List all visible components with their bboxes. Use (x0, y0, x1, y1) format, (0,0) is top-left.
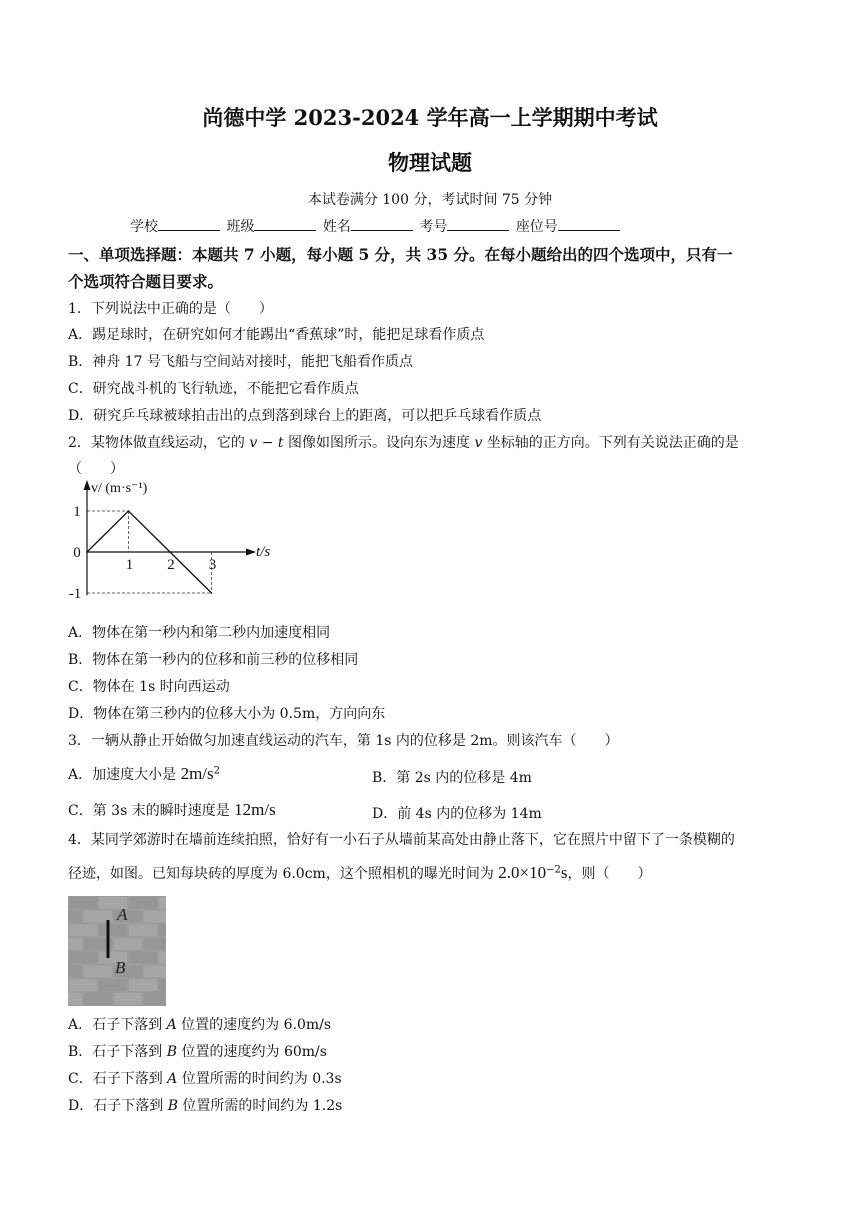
y-tick-0: 0 (73, 545, 81, 561)
q4-stem-line2-b: ，则（ ） (567, 866, 652, 882)
brick (159, 924, 166, 936)
q1-option-c: C．研究战斗机的飞行轨迹，不能把它看作质点 (68, 381, 359, 397)
q3-option-c-value: 12m/s (234, 800, 276, 819)
q4-option-c-post: 位置所需的时间约为 0.3s (177, 1071, 342, 1087)
field-name-blank (351, 218, 413, 231)
exam-note: 本试卷满分 100 分，考试时间 75 分钟 (307, 192, 553, 208)
x-axis-label: t/s (256, 544, 271, 560)
q3-option-a-value: 2m/s (180, 764, 214, 783)
q4-stem-line1: 4．某同学郊游时在墙前连续拍照，恰好有一小石子从墙前某高处由静止落下，它在照片中留下了一条模糊的 (68, 832, 735, 848)
brick (68, 911, 82, 923)
y-axis-arrow (84, 480, 91, 490)
q4-option-b-point: B (166, 1044, 178, 1060)
x-tick-2: 2 (167, 557, 175, 573)
q3-option-c (68, 800, 276, 820)
q3-option-a-exp: 2 (213, 765, 220, 777)
q3-option-a (68, 764, 220, 784)
y-axis-label: v/ (m·s⁻¹) (91, 481, 148, 496)
brick (159, 979, 166, 991)
q2-option-d: D．物体在第三秒内的位移大小为 0.5m，方向向东 (68, 706, 386, 722)
q1-stem: 1．下列说法中正确的是（ ） (68, 301, 273, 317)
section-heading-line1: 一、单项选择题：本题共 7 小题，每小题 5 分，共 35 分。在每小题给出的四个选项中，只有一 (68, 245, 733, 264)
q4-option-c-pre: C．石子下落到 (68, 1071, 168, 1087)
field-id-blank (447, 218, 509, 231)
brick (68, 993, 82, 1005)
q2-option-b: B．物体在第一秒内的位移和前三秒的位移相同 (68, 652, 359, 668)
brick (68, 966, 82, 978)
brick (99, 979, 127, 991)
photo-label-a: A (117, 905, 128, 924)
brick (99, 924, 127, 936)
brick (69, 979, 97, 991)
q4-option-b-post: 位置的速度约为 60m/s (177, 1044, 327, 1060)
brick (129, 897, 157, 909)
section-heading-line2: 个选项符合题目要求。 (68, 272, 224, 291)
q2-option-a: A．物体在第一秒内和第二秒内加速度相同 (68, 625, 331, 641)
photo-label-b: B (115, 958, 126, 977)
q4-option-d-point: B (167, 1098, 178, 1114)
data-point-1 (128, 510, 130, 512)
x-tick-1: 1 (125, 557, 134, 573)
brick (69, 924, 97, 936)
field-seat-blank (558, 218, 620, 231)
q2-option-c: C．物体在 1s 时向西运动 (68, 679, 230, 695)
data-point-0 (86, 551, 88, 553)
brick (144, 966, 166, 978)
field-class-blank (254, 218, 316, 231)
x-axis-arrow (246, 549, 256, 556)
x-tick-3: 3 (208, 557, 217, 573)
data-point-3 (211, 592, 213, 594)
brick (68, 938, 82, 950)
brick-wall-photo (68, 896, 166, 1006)
field-school-blank (158, 218, 220, 231)
y-tick-neg1: -1 (68, 586, 82, 602)
q2-stem-c: 坐标轴的正方向。下列有关说法正确的是 (482, 435, 739, 451)
q2-stem-symbol: v − t (249, 435, 284, 451)
q4-option-b-pre: B．石子下落到 (68, 1044, 167, 1060)
q4-option-a-point: A (166, 1017, 177, 1033)
q4-stem-line2-a: 径迹，如图。已知每块砖的厚度为 6.0cm，这个照相机的曝光时间为 (68, 866, 499, 882)
brick (69, 897, 97, 909)
student-info-fields (130, 216, 622, 236)
brick (114, 938, 142, 950)
y-tick-1: 1 (73, 504, 81, 520)
q1-option-b: B．神舟 17 号飞船与空间站对接时，能把飞船看作质点 (68, 354, 414, 370)
exam-subtitle: 物理试题 (388, 150, 472, 175)
chart-labels (69, 481, 271, 602)
q2-stem-a: 2．某物体做直线运动，它的 (68, 435, 250, 451)
brick (129, 952, 157, 964)
q3-option-c-text: C．第 3s 末的瞬时速度是 (68, 803, 235, 819)
q1-option-a: A．踢足球时，在研究如何才能踢出“香蕉球”时，能把足球看作质点 (68, 327, 485, 343)
q4-option-d (68, 1095, 342, 1115)
q4-option-d-post: 位置所需的时间约为 1.2s (177, 1098, 343, 1114)
q4-option-b (68, 1041, 327, 1061)
q2-stem-line2: （ ） (68, 461, 124, 477)
brick (129, 924, 157, 936)
brick (144, 993, 166, 1005)
brick (114, 993, 142, 1005)
q1-option-d: D．研究乒乓球被球拍击出的点到落到球台上的距离，可以把乒乓球看作质点 (68, 408, 542, 424)
chart-axes (84, 480, 257, 595)
q2-stem-v: v (474, 435, 483, 451)
q4-option-c (68, 1068, 342, 1088)
q4-option-a-post: 位置的速度约为 6.0m/s (176, 1017, 332, 1033)
q4-option-d-pre: D．石子下落到 (68, 1098, 168, 1114)
q4-exposure-exp: −2 (546, 864, 561, 876)
brick (69, 952, 97, 964)
brick (84, 993, 112, 1005)
q4-option-c-point: A (167, 1071, 178, 1087)
q3-option-b: B．第 2s 内的位移是 4m (372, 770, 532, 786)
q4-exposure-unit: s (560, 863, 568, 882)
field-school-label: 学校 (130, 219, 158, 235)
brick (84, 966, 112, 978)
q4-option-a-pre: A．石子下落到 (68, 1017, 167, 1033)
q4-stem-line2 (68, 863, 652, 883)
brick (144, 911, 166, 923)
field-name-label: 姓名 (322, 219, 351, 235)
vt-chart (66, 478, 296, 618)
data-point-2 (169, 551, 171, 553)
field-id-label: 考号 (419, 219, 448, 235)
brick (159, 897, 166, 909)
q4-exposure-value: 2.0×10 (498, 863, 547, 882)
brick (144, 938, 166, 950)
q2-stem (68, 432, 739, 452)
brick (159, 952, 166, 964)
exam-title: 尚德中学 2023-2024 学年高一上学期期中考试 (202, 105, 658, 130)
q3-stem: 3．一辆从静止开始做匀加速直线运动的汽车，第 1s 内的位移是 2m。则该汽车（ ） (68, 733, 619, 749)
field-class-label: 班级 (226, 219, 255, 235)
q3-option-a-text: A．加速度大小是 (68, 767, 181, 783)
brick (129, 979, 157, 991)
q3-option-d: D．前 4s 内的位移为 14m (372, 806, 542, 822)
q4-option-a (68, 1014, 331, 1034)
field-seat-label: 座位号 (515, 219, 558, 235)
q2-stem-b: 图像如图所示。设向东为速度 (283, 435, 475, 451)
